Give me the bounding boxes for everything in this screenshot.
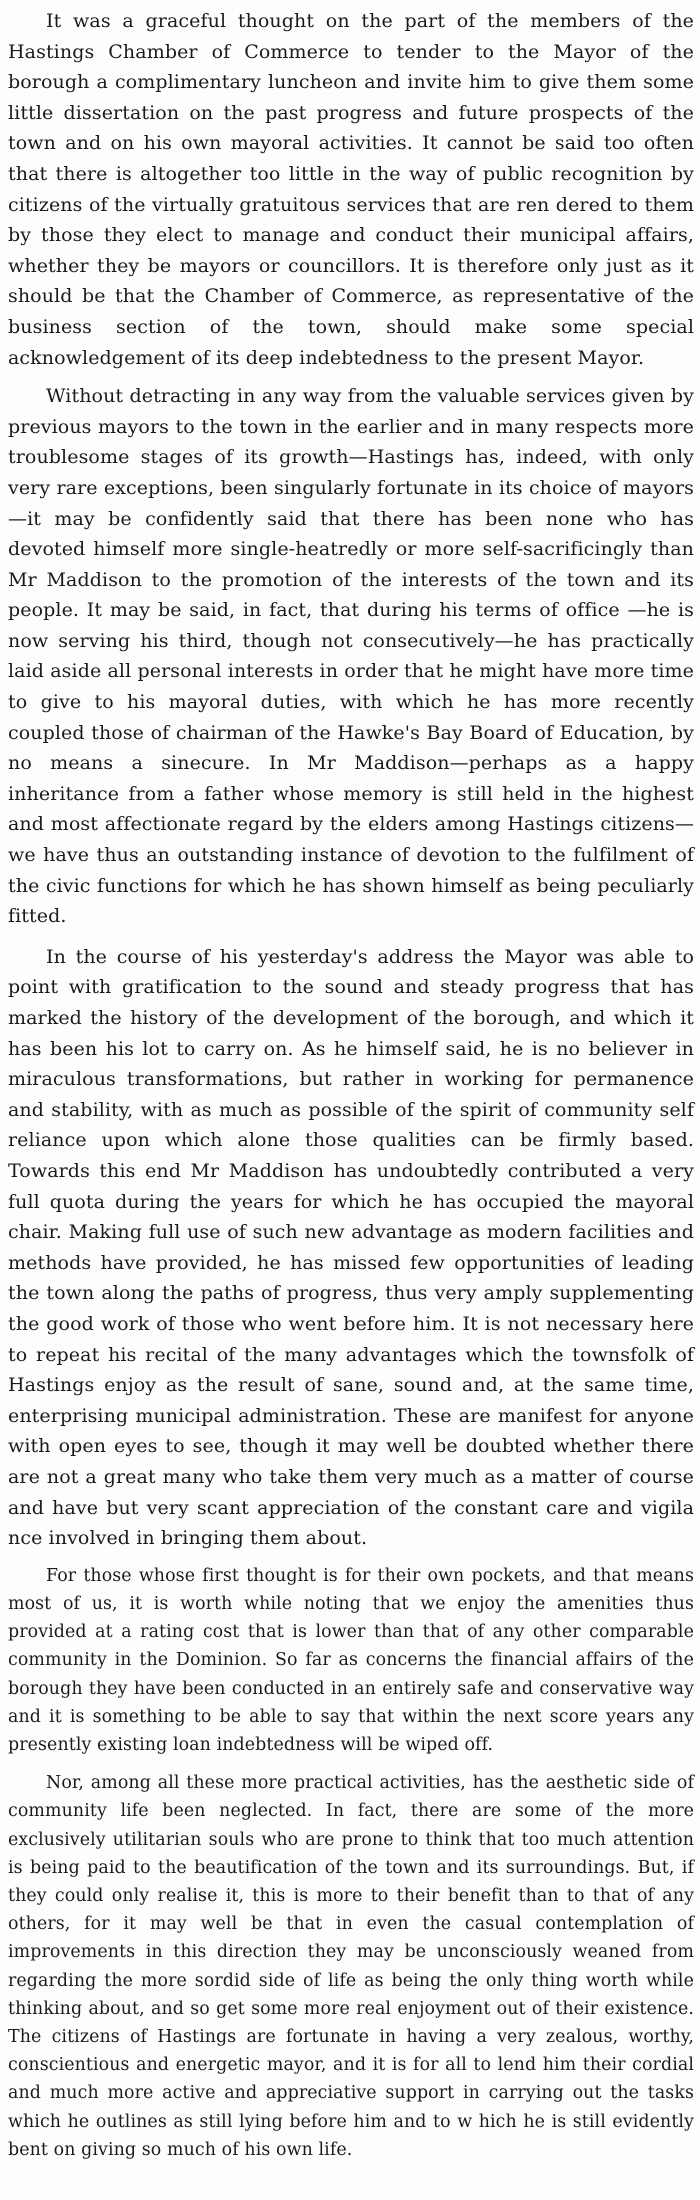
article-paragraph-1: It was a graceful thought on the part of the members of the Hastings Chamber of Commerce to tender to the Mayor of the borough a complimentary luncheon and invite him to give them some little dissertation on the past progress and future prospects of the town and on his own mayoral activities. It cannot be said too often that there is altogether too little in the way of public recognition by citizens of the virtually gratuitous services that are ren dered to them by those they elect to manage and conduct their municipal affairs, whether they be mayors or councillors. It is therefore only just as it should be that the Chamber of Commerce, as representative of the business section of the town, should make some special acknowledgement of its deep indebtedness to the present Mayor. [8,10,694,369]
article-paragraph-4: For those whose first thought is for their own pockets, and that means most of us, it is worth while noting that we enjoy the amenities thus provided at a rating cost that is lower than that of any other comparable community in the Dominion. So far as concerns the financial affairs of the borough they have been conducted in an entirely safe and conservative way and it is something to be able to say that within the next score years any presently existing loan indebtedness will be wiped off. [8,1565,694,1755]
editorial-article [8,6,694,2164]
article-paragraph-5: Nor, among all these more practical activities, has the aesthetic side of community life been neglected. In fact, there are some of the more exclusively utilitarian souls who are prone to think that too much attention is being paid to the beautification of the town and its surroundings. But, if they could only realise it, this is more to their benefit than to that of any others, for it may well be that in even the casual contemplation of improvements in this direction they may be unconsciously weaned from regarding the more sordid side of life as being the only thing worth while thinking about, and so get some more real enjoyment out of their existence. The citizens of Hastings are fortunate in having a very zealous, worthy, conscientious and energetic mayor, and it is for all to lend him their cordial and much more active and appreciative support in carrying out the tasks which he outlines as still lying before him and to w hich he is still evidently bent on giving so much of his own life. [8,1773,694,2160]
article-paragraph-2: Without detracting in any way from the valuable services given by previous mayors to the town in the earlier and in many respects more troublesome stages of its growth—Hastings has, indeed, with only very rare exceptions, been singularly fortunate in its choice of mayors—it may be confidently said that there has been none who has devoted himself more single-heatredly or more self-sacrificingly than Mr Maddison to the promotion of the interests of the town and its people. It may be said, in fact, that during his terms of office —he is now serving his third, though not consecutively—he has practically laid aside all personal interests in order that he might have more time to give to his mayoral duties, with which he has more recently coupled those of chairman of the Hawke's Bay Board of Education, by no means a sinecure. In Mr Maddison—perhaps as a happy inheritance from a father whose memory is still held in the highest and most affectionate regard by the elders among Hastings citizens—we have thus an outstanding instance of devotion to the fulfilment of the civic functions for which he has shown himself as being peculiarly fitted. [8,385,694,928]
article-paragraph-3: In the course of his yesterday's address the Mayor was able to point with gratification to the sound and steady progress that has marked the history of the development of the borough, and which it has been his lot to carry on. As he himself said, he is no believer in miraculous transformations, but rather in working for permanence and stability, with as much as possible of the spirit of community self reliance upon which alone those qualities can be firmly based. Towards this end Mr Maddison has undoubtedly contributed a very full quota during the years for which he has occupied the mayoral chair. Making full use of such new advantage as modern facilities and methods have provided, he has missed few opportunities of leading the town along the paths of progress, thus very amply supplementing the good work of those who went before him. It is not necessary here to repeat his recital of the many advantages which the townsfolk of Hastings enjoy as the result of sane, sound and, at the same time, enterprising municipal administration. These are manifest for anyone with open eyes to see, though it may well be doubted whether there are not a great many who take them very much as a matter of course and have but very scant appreciation of the constant care and vigila nce involved in bringing them about. [8,945,694,1550]
